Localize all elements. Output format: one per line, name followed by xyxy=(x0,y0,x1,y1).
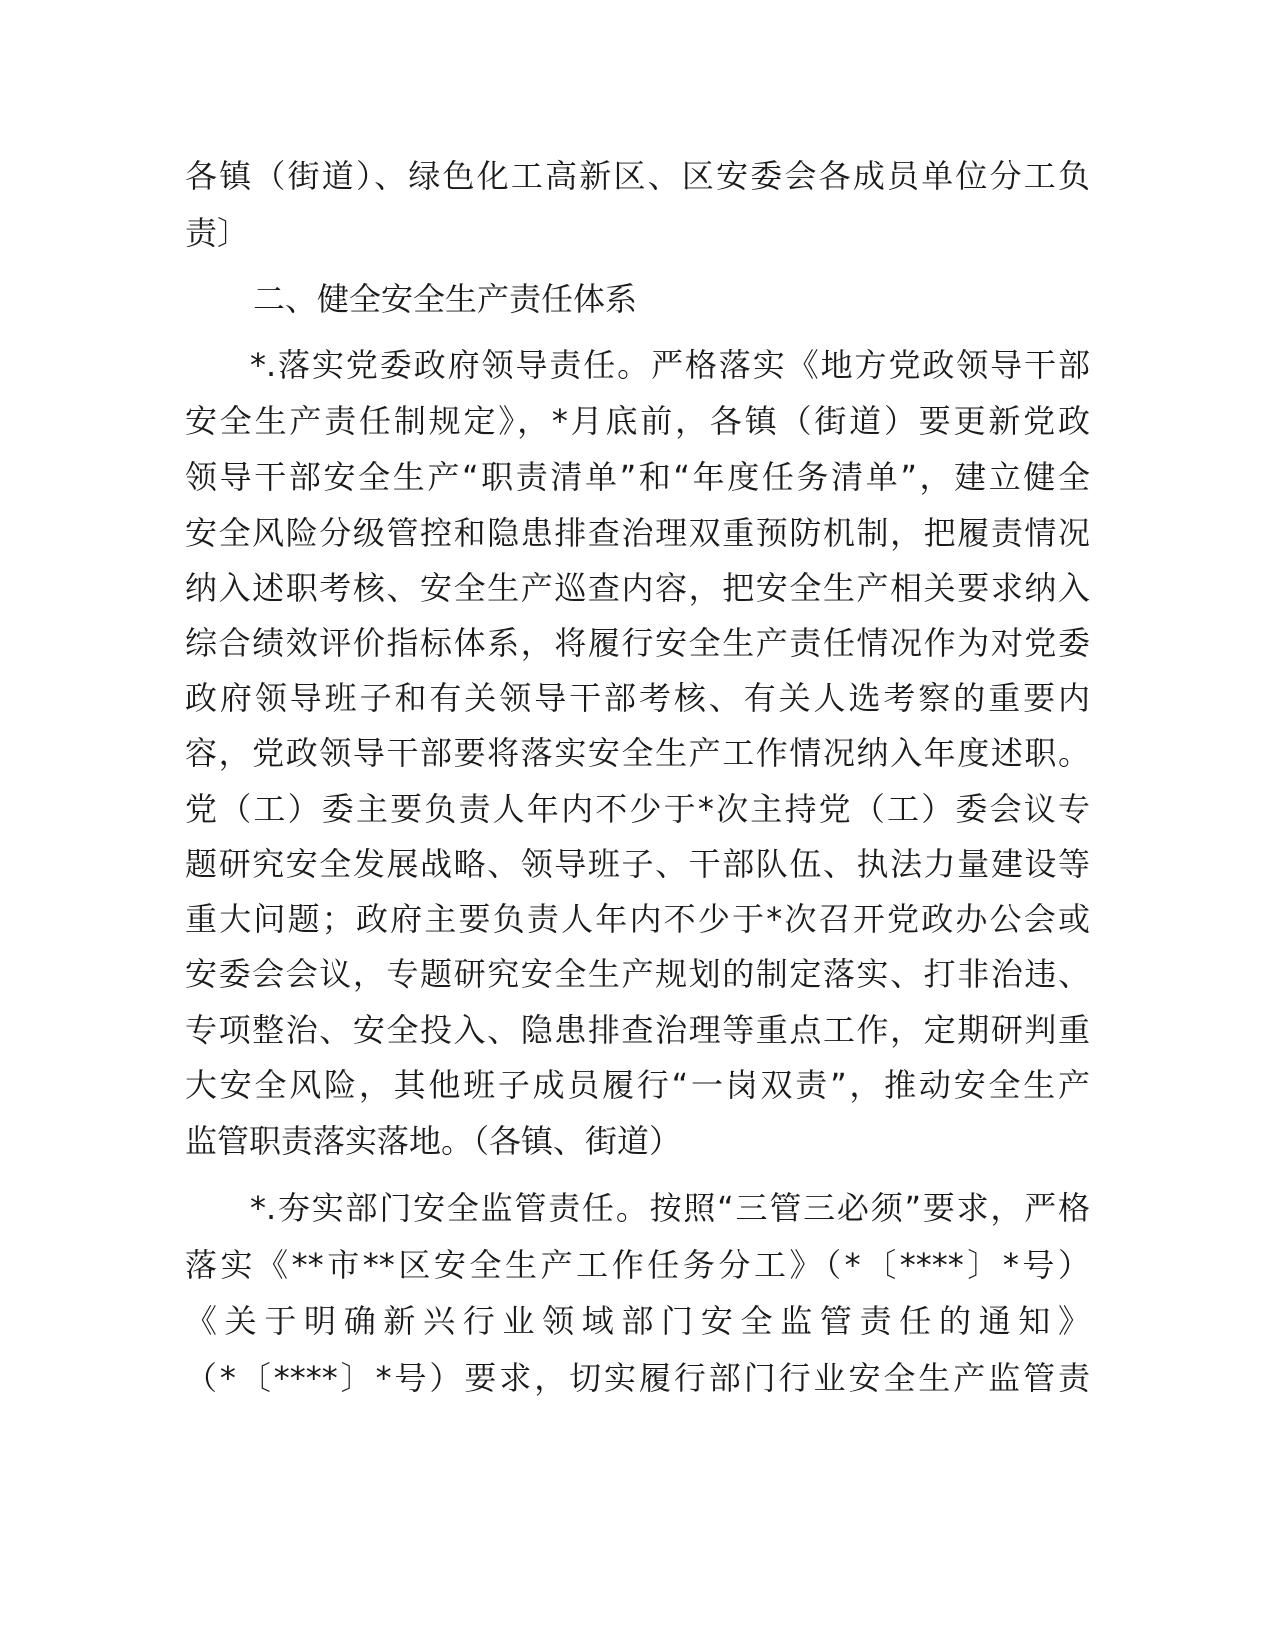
text-line: 《关于明确新兴行业领域部门安全监管责任的通知》 xyxy=(185,1302,1090,1340)
section-heading: 二、健全安全生产责任体系 xyxy=(253,280,638,318)
text-line: 题研究安全发展战略、领导班子、干部队伍、执法力量建设等 xyxy=(185,845,1090,883)
text-line: 安全风险分级管控和隐患排查治理双重预防机制，把履责情况 xyxy=(185,514,1090,552)
text-line: 监管职责落实落地。（各镇、街道） xyxy=(185,1122,682,1160)
text-line: 安委会会议，专题研究安全生产规划的制定落实、打非治违、 xyxy=(185,955,1090,993)
text-line: 综合绩效评价指标体系，将履行安全生产责任情况作为对党委 xyxy=(185,624,1090,662)
text-line: 政府领导班子和有关领导干部考核、有关人选考察的重要内 xyxy=(185,679,1090,717)
text-line: 纳入述职考核、安全生产巡查内容，把安全生产相关要求纳入 xyxy=(185,569,1090,607)
text-line: 责〕 xyxy=(185,214,250,252)
text-line: 重大问题；政府主要负责人年内不少于*次召开党政办公会或 xyxy=(185,900,1090,938)
text-line: （*〔****〕*号）要求，切实履行部门行业安全生产监管责 xyxy=(185,1359,1090,1397)
text-line: *.夯实部门安全监管责任。按照“三管三必须”要求，严格 xyxy=(250,1189,1090,1227)
text-line: *.落实党委政府领导责任。严格落实《地方党政领导干部 xyxy=(250,346,1090,384)
text-line: 各镇（街道）、绿色化工高新区、区安委会各成员单位分工负 xyxy=(185,157,1090,195)
text-line: 领导干部安全生产“职责清单”和“年度任务清单”，建立健全 xyxy=(185,458,1090,496)
text-line: 落实《**市**区安全生产工作任务分工》（*〔****〕*号） xyxy=(185,1246,1090,1284)
text-line: 容，党政领导干部要将落实安全生产工作情况纳入年度述职。 xyxy=(185,734,1090,772)
text-line: 安全生产责任制规定》，*月底前，各镇（街道）要更新党政 xyxy=(185,402,1090,440)
text-line: 党（工）委主要负责人年内不少于*次主持党（工）委会议专 xyxy=(185,790,1090,828)
text-line: 专项整治、安全投入、隐患排查治理等重点工作，定期研判重 xyxy=(185,1011,1090,1049)
text-line: 大安全风险，其他班子成员履行“一岗双责”，推动安全生产 xyxy=(185,1066,1090,1104)
